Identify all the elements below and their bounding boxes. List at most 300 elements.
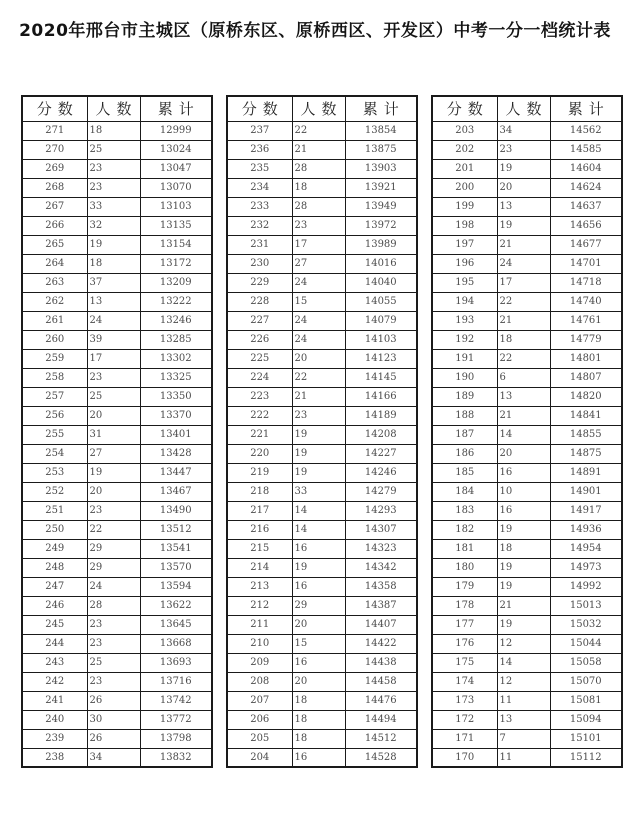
count-cell: 20 [87,482,140,501]
table-row [227,691,417,710]
table-row [227,558,417,577]
score-tables-container [0,95,630,768]
table-row [227,235,417,254]
count-cell: 20 [292,615,345,634]
cumulative-cell: 14208 [345,425,417,444]
table-row [432,634,622,653]
cumulative-cell: 13285 [140,330,212,349]
cumulative-cell: 13047 [140,159,212,178]
cumulative-cell: 14227 [345,444,417,463]
cumulative-cell: 13302 [140,349,212,368]
table-row [227,672,417,691]
score-cell: 192 [432,330,497,349]
score-cell: 183 [432,501,497,520]
cumulative-cell: 14740 [550,292,622,311]
table-row [227,482,417,501]
cumulative-cell: 14585 [550,140,622,159]
table-row [22,387,212,406]
table-row [432,672,622,691]
score-cell: 234 [227,178,292,197]
score-cell: 205 [227,729,292,748]
table-row [22,691,212,710]
count-cell: 24 [87,577,140,596]
cumulative-cell: 13854 [345,121,417,140]
count-cell: 12 [497,634,550,653]
table-row [227,615,417,634]
count-cell: 19 [292,558,345,577]
table-row [227,349,417,368]
cumulative-cell: 14145 [345,368,417,387]
table-row [432,254,622,273]
cumulative-cell: 13325 [140,368,212,387]
cumulative-cell: 15058 [550,653,622,672]
count-cell: 18 [87,121,140,140]
count-cell: 20 [497,444,550,463]
cumulative-cell: 13622 [140,596,212,615]
cumulative-cell: 14875 [550,444,622,463]
count-cell: 20 [292,672,345,691]
score-cell: 202 [432,140,497,159]
table-row [432,596,622,615]
table-row [22,159,212,178]
table-row [227,520,417,539]
score-cell: 263 [22,273,87,292]
count-cell: 25 [87,140,140,159]
table-row [432,368,622,387]
count-cell: 27 [292,254,345,273]
count-cell: 28 [87,596,140,615]
cumulative-cell: 14624 [550,178,622,197]
table-row [22,539,212,558]
count-cell: 21 [292,140,345,159]
cumulative-cell: 14604 [550,159,622,178]
table-row [22,577,212,596]
table-row [227,254,417,273]
count-cell: 29 [292,596,345,615]
score-cell: 239 [22,729,87,748]
count-cell: 33 [292,482,345,501]
cumulative-cell: 13103 [140,197,212,216]
count-cell: 22 [292,121,345,140]
cumulative-cell: 13428 [140,444,212,463]
count-cell: 13 [497,387,550,406]
table-row [22,425,212,444]
table-row [432,444,622,463]
table-row [22,368,212,387]
count-cell: 22 [292,368,345,387]
count-cell: 14 [497,653,550,672]
score-cell: 200 [432,178,497,197]
count-cell: 21 [497,311,550,330]
cumulative-cell: 13570 [140,558,212,577]
count-cell: 22 [87,520,140,539]
score-cell: 178 [432,596,497,615]
score-cell: 201 [432,159,497,178]
cumulative-cell: 14476 [345,691,417,710]
score-cell: 260 [22,330,87,349]
count-cell: 24 [292,311,345,330]
score-cell: 251 [22,501,87,520]
table-row [432,311,622,330]
cumulative-cell: 13135 [140,216,212,235]
cumulative-cell: 13798 [140,729,212,748]
cumulative-cell: 14718 [550,273,622,292]
table-row [22,330,212,349]
count-cell: 32 [87,216,140,235]
score-cell: 250 [22,520,87,539]
table-row [432,710,622,729]
cumulative-cell: 13594 [140,577,212,596]
count-cell: 23 [87,368,140,387]
count-cell: 31 [87,425,140,444]
cumulative-cell: 14040 [345,273,417,292]
count-cell: 19 [497,615,550,634]
count-cell: 18 [87,254,140,273]
score-cell: 245 [22,615,87,634]
cumulative-cell: 14656 [550,216,622,235]
cumulative-cell: 13668 [140,634,212,653]
table-row [227,330,417,349]
count-cell: 26 [87,691,140,710]
cumulative-cell: 14801 [550,349,622,368]
table-row [432,425,622,444]
cumulative-cell: 14528 [345,748,417,767]
score-cell: 266 [22,216,87,235]
table-row [432,140,622,159]
count-cell: 24 [87,311,140,330]
cumulative-cell: 14954 [550,539,622,558]
cumulative-cell: 14407 [345,615,417,634]
cumulative-cell: 14901 [550,482,622,501]
score-cell: 206 [227,710,292,729]
cumulative-cell: 14293 [345,501,417,520]
score-cell: 267 [22,197,87,216]
table-row [227,311,417,330]
count-cell: 18 [292,691,345,710]
count-cell: 23 [292,216,345,235]
table-row [227,596,417,615]
count-cell: 33 [87,197,140,216]
cumulative-cell: 13401 [140,425,212,444]
score-cell: 270 [22,140,87,159]
count-cell: 29 [87,539,140,558]
cumulative-cell: 13949 [345,197,417,216]
table-row [227,121,417,140]
count-cell: 19 [292,463,345,482]
cumulative-cell: 14562 [550,121,622,140]
table-row [22,482,212,501]
cumulative-cell: 13742 [140,691,212,710]
cumulative-cell: 15112 [550,748,622,767]
count-cell: 13 [87,292,140,311]
count-cell: 16 [292,653,345,672]
cumulative-cell: 14358 [345,577,417,596]
score-cell: 215 [227,539,292,558]
table-row [227,444,417,463]
column-header-score: 分数 [227,96,292,121]
score-cell: 208 [227,672,292,691]
table-row [227,159,417,178]
score-cell: 176 [432,634,497,653]
table-row [22,140,212,159]
score-cell: 255 [22,425,87,444]
table-row [22,501,212,520]
count-cell: 30 [87,710,140,729]
count-cell: 16 [497,501,550,520]
count-cell: 21 [292,387,345,406]
cumulative-cell: 13209 [140,273,212,292]
table-row [432,178,622,197]
count-cell: 16 [497,463,550,482]
column-header-score: 分数 [432,96,497,121]
column-header-count: 人数 [87,96,140,121]
score-cell: 185 [432,463,497,482]
table-row [432,729,622,748]
score-cell: 240 [22,710,87,729]
score-cell: 209 [227,653,292,672]
cumulative-cell: 14307 [345,520,417,539]
score-cell: 253 [22,463,87,482]
table-row [432,615,622,634]
score-cell: 180 [432,558,497,577]
cumulative-cell: 14936 [550,520,622,539]
score-cell: 190 [432,368,497,387]
cumulative-cell: 14438 [345,653,417,672]
table-row [432,292,622,311]
score-cell: 204 [227,748,292,767]
count-cell: 34 [87,748,140,767]
score-cell: 237 [227,121,292,140]
count-cell: 27 [87,444,140,463]
column-header-cumulative: 累计 [550,96,622,121]
cumulative-cell: 13921 [345,178,417,197]
table-row [22,596,212,615]
count-cell: 19 [87,463,140,482]
score-cell: 188 [432,406,497,425]
cumulative-cell: 14458 [345,672,417,691]
cumulative-cell: 14387 [345,596,417,615]
table-row [432,463,622,482]
count-cell: 28 [292,159,345,178]
table-row [227,463,417,482]
score-cell: 248 [22,558,87,577]
table-row [22,520,212,539]
cumulative-cell: 14992 [550,577,622,596]
score-cell: 271 [22,121,87,140]
cumulative-cell: 14246 [345,463,417,482]
count-cell: 17 [292,235,345,254]
count-cell: 18 [292,178,345,197]
score-cell: 247 [22,577,87,596]
score-cell: 196 [432,254,497,273]
cumulative-cell: 14761 [550,311,622,330]
score-cell: 197 [432,235,497,254]
score-cell: 244 [22,634,87,653]
score-table-2 [226,95,418,768]
score-cell: 262 [22,292,87,311]
table-row [432,691,622,710]
cumulative-cell: 13832 [140,748,212,767]
table-row [227,539,417,558]
score-cell: 210 [227,634,292,653]
table-row [227,729,417,748]
score-cell: 238 [22,748,87,767]
cumulative-cell: 14701 [550,254,622,273]
cumulative-cell: 14189 [345,406,417,425]
table-row [227,197,417,216]
count-cell: 24 [292,330,345,349]
score-cell: 233 [227,197,292,216]
table-row [22,710,212,729]
cumulative-cell: 15081 [550,691,622,710]
count-cell: 10 [497,482,550,501]
count-cell: 37 [87,273,140,292]
cumulative-cell: 14279 [345,482,417,501]
table-row [227,387,417,406]
table-row [432,520,622,539]
count-cell: 11 [497,691,550,710]
table-row [22,311,212,330]
cumulative-cell: 13350 [140,387,212,406]
table-row [22,178,212,197]
score-cell: 257 [22,387,87,406]
table-row [432,387,622,406]
column-header-count: 人数 [497,96,550,121]
count-cell: 14 [292,501,345,520]
cumulative-cell: 14807 [550,368,622,387]
cumulative-cell: 14917 [550,501,622,520]
score-cell: 179 [432,577,497,596]
score-cell: 220 [227,444,292,463]
score-cell: 175 [432,653,497,672]
score-cell: 198 [432,216,497,235]
cumulative-cell: 13490 [140,501,212,520]
count-cell: 19 [497,520,550,539]
score-cell: 193 [432,311,497,330]
count-cell: 25 [87,387,140,406]
table-row [22,349,212,368]
cumulative-cell: 14512 [345,729,417,748]
table-row [432,653,622,672]
cumulative-cell: 14016 [345,254,417,273]
count-cell: 26 [87,729,140,748]
score-cell: 243 [22,653,87,672]
count-cell: 22 [497,292,550,311]
score-cell: 254 [22,444,87,463]
count-cell: 19 [497,159,550,178]
table-row [227,178,417,197]
table-row [432,748,622,767]
count-cell: 34 [497,121,550,140]
score-cell: 219 [227,463,292,482]
table-row [432,330,622,349]
count-cell: 16 [292,748,345,767]
cumulative-cell: 13972 [345,216,417,235]
score-cell: 261 [22,311,87,330]
table-row [227,406,417,425]
count-cell: 7 [497,729,550,748]
count-cell: 19 [292,425,345,444]
table-row [22,463,212,482]
count-cell: 23 [87,178,140,197]
cumulative-cell: 15044 [550,634,622,653]
cumulative-cell: 14494 [345,710,417,729]
cumulative-cell: 14103 [345,330,417,349]
score-cell: 187 [432,425,497,444]
table-row [227,292,417,311]
table-row [22,235,212,254]
score-cell: 194 [432,292,497,311]
count-cell: 23 [87,672,140,691]
cumulative-cell: 13512 [140,520,212,539]
count-cell: 39 [87,330,140,349]
table-row [22,558,212,577]
cumulative-cell: 13875 [345,140,417,159]
table-row [22,729,212,748]
cumulative-cell: 14422 [345,634,417,653]
cumulative-cell: 13541 [140,539,212,558]
cumulative-cell: 14342 [345,558,417,577]
cumulative-cell: 13070 [140,178,212,197]
table-row [432,406,622,425]
count-cell: 19 [497,216,550,235]
header-row [22,96,212,121]
count-cell: 20 [497,178,550,197]
score-cell: 259 [22,349,87,368]
count-cell: 18 [292,710,345,729]
count-cell: 24 [497,254,550,273]
score-cell: 225 [227,349,292,368]
table-row [22,672,212,691]
score-cell: 184 [432,482,497,501]
count-cell: 16 [292,539,345,558]
table-row [227,273,417,292]
count-cell: 23 [292,406,345,425]
count-cell: 23 [497,140,550,159]
score-cell: 264 [22,254,87,273]
score-cell: 199 [432,197,497,216]
cumulative-cell: 14166 [345,387,417,406]
cumulative-cell: 13447 [140,463,212,482]
count-cell: 17 [87,349,140,368]
table-row [432,216,622,235]
count-cell: 18 [497,330,550,349]
count-cell: 19 [87,235,140,254]
table-row [432,197,622,216]
score-cell: 173 [432,691,497,710]
score-cell: 223 [227,387,292,406]
score-cell: 269 [22,159,87,178]
score-cell: 212 [227,596,292,615]
table-row [22,216,212,235]
table-row [432,349,622,368]
table-row [227,368,417,387]
score-cell: 217 [227,501,292,520]
count-cell: 17 [497,273,550,292]
cumulative-cell: 14841 [550,406,622,425]
score-cell: 207 [227,691,292,710]
score-cell: 211 [227,615,292,634]
count-cell: 14 [497,425,550,444]
cumulative-cell: 13645 [140,615,212,634]
score-cell: 177 [432,615,497,634]
table-row [432,558,622,577]
cumulative-cell: 13246 [140,311,212,330]
table-row [22,748,212,767]
score-cell: 236 [227,140,292,159]
count-cell: 28 [292,197,345,216]
score-cell: 258 [22,368,87,387]
